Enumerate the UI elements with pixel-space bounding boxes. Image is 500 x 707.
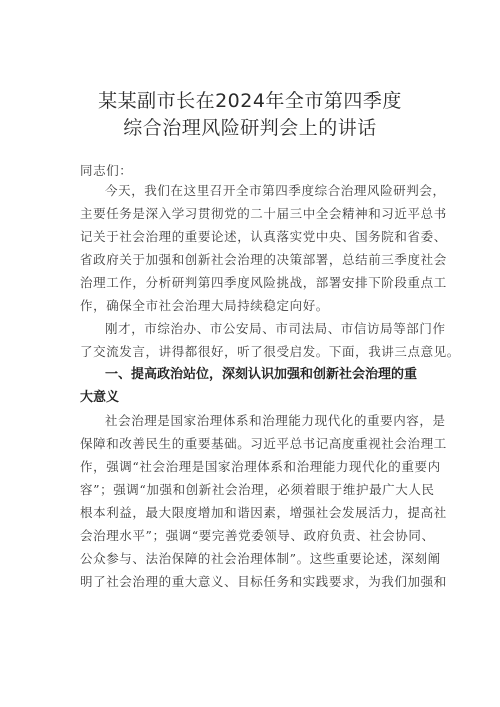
paragraph-1-line: 治理工作，分析研判第四季度风险挑战，部署安排下阶段重点工 xyxy=(80,275,447,290)
section-1-heading-line-1: 一、提高政治站位，深刻认识加强和创新社会治理的重 xyxy=(105,367,418,382)
paragraph-1-line: 今天，我们在这里召开全市第四季度综合治理风险研判会， xyxy=(105,183,446,198)
document-title-line-1: 某某副市长在2024年全市第四季度 xyxy=(98,90,402,112)
paragraph-2-line: 了交流发言，讲得都很好，听了很受启发。下面，我讲三点意见。 xyxy=(80,344,460,359)
section-1-line: 作，强调“社会治理是国家治理体系和治理能力现代化的重要内 xyxy=(80,459,441,474)
paragraph-1-line: 作，确保全市社会治理大局持续稳定向好。 xyxy=(80,298,329,313)
section-1-line: 会治理水平”；强调“要完善党委领导、政府负责、社会协同、 xyxy=(80,528,435,543)
section-1-line: 保障和改善民生的重要基础。习近平总书记高度重视社会治理工 xyxy=(80,436,447,451)
paragraph-2-line: 刚才，市综治办、市公安局、市司法局、市信访局等部门作 xyxy=(105,321,446,336)
section-1-line: 公众参与、法治保障的社会治理体制”。这些重要论述，深刻阐 xyxy=(80,551,441,566)
paragraph-1-line: 记关于社会治理的重要论述，认真落实党中央、国务院和省委、 xyxy=(80,229,447,244)
salutation: 同志们： xyxy=(80,163,133,178)
section-1-heading-line-2: 大意义 xyxy=(80,390,120,405)
section-1-line: 社会治理是国家治理体系和治理能力现代化的重要内容，是 xyxy=(105,413,446,428)
paragraph-1-line: 省政府关于加强和创新社会治理的决策部署，总结前三季度社会 xyxy=(80,252,447,267)
document-title-line-2: 综合治理风险研判会上的讲话 xyxy=(123,117,377,139)
section-1-line: 明了社会治理的重大意义、目标任务和实践要求，为我们加强和 xyxy=(80,574,447,589)
section-1-line: 根本利益，最大限度增加和谐因素，增强社会发展活力，提高社 xyxy=(80,505,447,520)
section-1-line: 容”；强调“加强和创新社会治理，必须着眼于维护最广大人民 xyxy=(80,482,435,497)
paragraph-1-line: 主要任务是深入学习贯彻党的二十届三中全会精神和习近平总书 xyxy=(80,206,447,221)
